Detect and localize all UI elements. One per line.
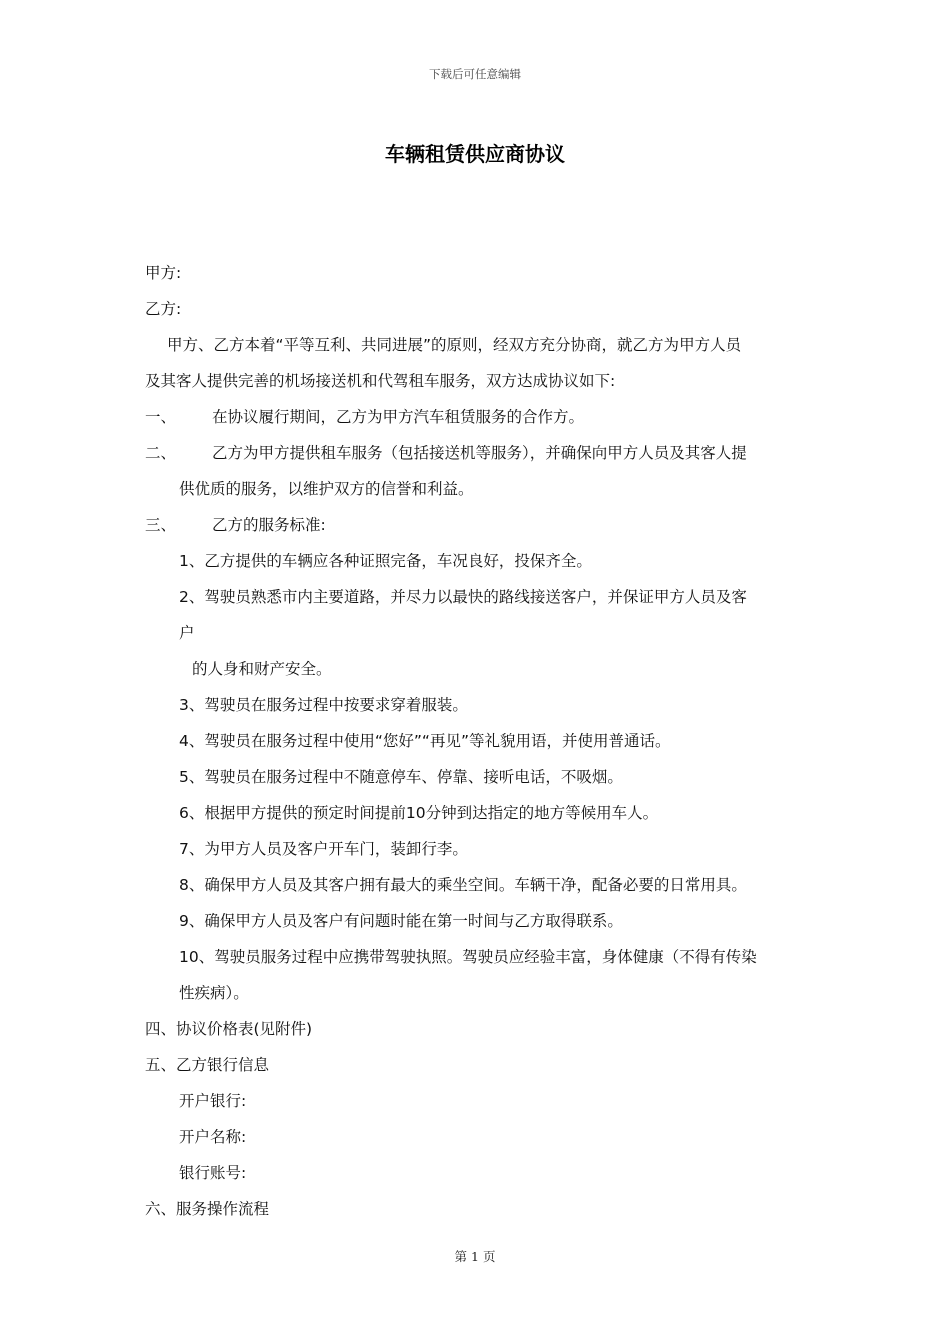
page-number: 第 1 页	[454, 1249, 496, 1264]
section-3-number: 三、	[145, 516, 177, 534]
account-number-field: 银行账号:	[179, 1164, 247, 1182]
document-body	[145, 255, 815, 1227]
standard-item-3: 3、驾驶员在服务过程中按要求穿着服装。	[179, 696, 468, 714]
party-a-line: 甲方:	[145, 264, 182, 282]
header-note: 下载后可任意编辑	[429, 67, 521, 81]
section-2-text: 乙方为甲方提供租车服务（包括接送机等服务），并确保向甲方人员及其客人提	[212, 444, 747, 462]
section-3-text: 乙方的服务标准:	[212, 516, 326, 534]
party-b-line: 乙方:	[145, 300, 182, 318]
account-name-field: 开户名称:	[179, 1128, 247, 1146]
standard-item-10-continuation: 性疾病）。	[179, 984, 249, 1002]
standard-item-8: 8、确保甲方人员及其客户拥有最大的乘坐空间。车辆干净，配备必要的日常用具。	[179, 876, 747, 894]
standard-item-6: 6、根据甲方提供的预定时间提前10分钟到达指定的地方等候用车人。	[179, 804, 659, 822]
bank-name-field: 开户银行:	[179, 1092, 247, 1110]
standard-item-2-continuation: 的人身和财产安全。	[192, 660, 332, 678]
standard-item-7: 7、为甲方人员及客户开车门，装卸行李。	[179, 840, 468, 858]
document-title: 车辆租赁供应商协议	[385, 142, 565, 166]
standard-item-4: 4、驾驶员在服务过程中使用“您好”“再见”等礼貌用语，并使用普通话。	[179, 732, 671, 750]
intro-line-1: 甲方、乙方本着“平等互利、共同进展”的原则，经双方充分协商，就乙方为甲方人员	[167, 336, 742, 354]
section-1-number: 一、	[145, 408, 177, 426]
section-2	[145, 435, 815, 471]
section-6: 六、服务操作流程	[145, 1200, 270, 1218]
standard-item-5: 5、驾驶员在服务过程中不随意停车、停靠、接听电话，不吸烟。	[179, 768, 623, 786]
standard-item-10: 10、驾驶员服务过程中应携带驾驶执照。驾驶员应经验丰富，身体健康（不得有传染	[179, 948, 757, 966]
standard-item-2: 2、驾驶员熟悉市内主要道路，并尽力以最快的路线接送客户，并保证甲方人员及客	[179, 588, 747, 606]
section-1	[145, 399, 815, 435]
section-2-number: 二、	[145, 444, 177, 462]
section-3	[145, 507, 815, 543]
section-5: 五、乙方银行信息	[145, 1056, 270, 1074]
section-2-continuation: 供优质的服务，以维护双方的信誉和利益。	[179, 480, 474, 498]
standard-item-9: 9、确保甲方人员及客户有问题时能在第一时间与乙方取得联系。	[179, 912, 623, 930]
intro-line-2: 及其客人提供完善的机场接送机和代驾租车服务，双方达成协议如下:	[145, 372, 616, 390]
section-4: 四、协议价格表(见附件)	[145, 1020, 313, 1038]
standard-item-2-wrap: 户	[179, 624, 195, 642]
section-1-text: 在协议履行期间，乙方为甲方汽车租赁服务的合作方。	[212, 408, 585, 426]
standard-item-1: 1、乙方提供的车辆应各种证照完备，车况良好，投保齐全。	[179, 552, 592, 570]
